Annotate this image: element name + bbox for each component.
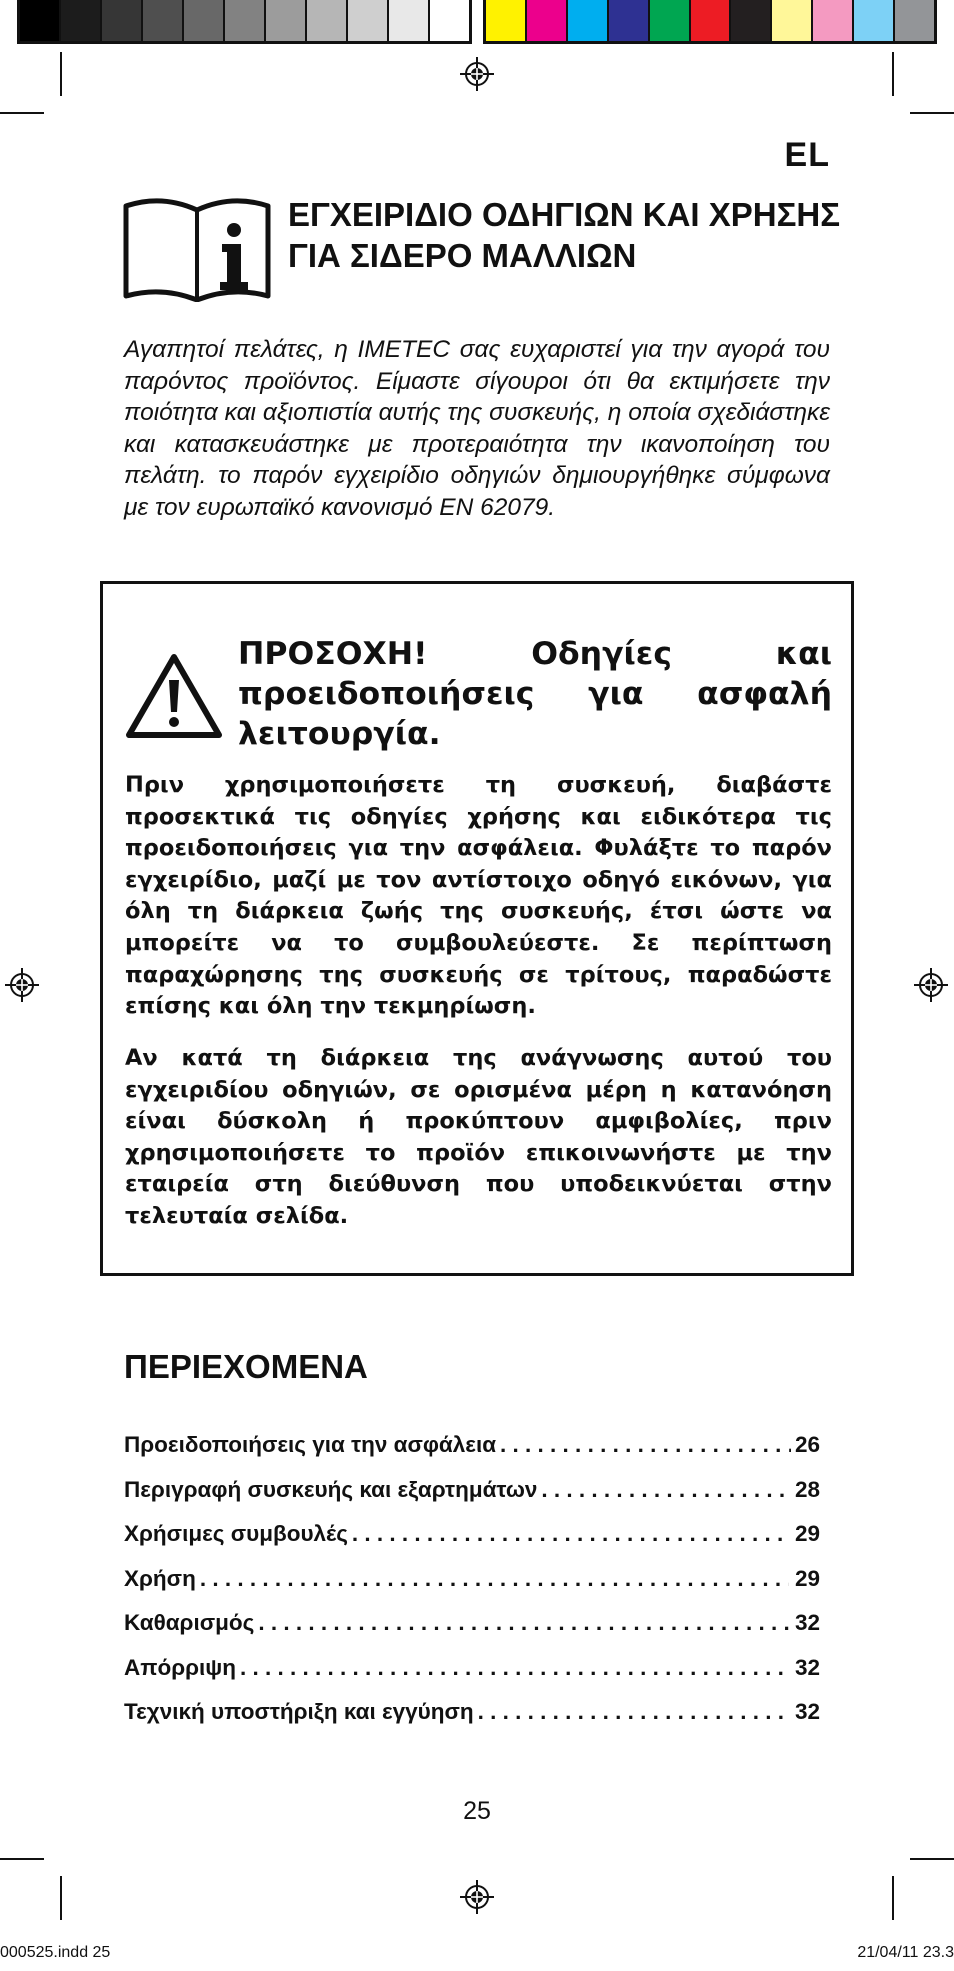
toc-entry-label: Απόρριψη xyxy=(124,1654,237,1680)
toc-leader-dots xyxy=(240,1655,791,1681)
toc-entry[interactable] xyxy=(124,1521,820,1566)
registration-mark-icon xyxy=(5,968,39,1002)
toc-entry-page: 29 xyxy=(794,1521,820,1546)
gray-swatch xyxy=(61,0,102,41)
toc-entry-label: Περιγραφή συσκευής και εξαρτημάτων xyxy=(124,1476,538,1502)
gray-swatch xyxy=(225,0,266,41)
toc-leader-dots xyxy=(500,1432,791,1458)
toc-entry[interactable] xyxy=(124,1699,820,1744)
crop-mark-top-left-horizontal xyxy=(0,112,44,114)
crop-mark-bottom-left-vertical xyxy=(60,1876,62,1920)
toc-leader-dots xyxy=(352,1521,791,1547)
toc-leader-dots xyxy=(541,1477,791,1503)
color-swatch xyxy=(609,0,650,41)
table-of-contents xyxy=(124,1432,820,1744)
crop-mark-bottom-left-horizontal xyxy=(0,1858,44,1860)
color-swatch xyxy=(691,0,732,41)
toc-entry-page: 28 xyxy=(794,1476,820,1502)
toc-entry-label: Χρήσιμες συμβουλές xyxy=(124,1521,348,1546)
color-swatch xyxy=(772,0,813,41)
gray-swatch xyxy=(143,0,184,41)
toc-leader-dots xyxy=(258,1610,791,1636)
warning-paragraph: Αν κατά τη διάρκεια της ανάγνωσης αυτού του εγχειριδίου οδηγιών, σε ορισμένα μέρη η κατανόηση είναι δύσκολη ή προκύπτουν αμφιβολίες, πριν χρησιμοποιήσετε το προϊόν επικοινωνήστε με την εταιρεία στη διεύθυνση που υποδεικνύεται στην τελευταία σελίδα. xyxy=(125,1045,832,1229)
crop-mark-top-right-vertical xyxy=(892,52,894,96)
gray-swatch xyxy=(307,0,348,41)
gray-swatch xyxy=(20,0,61,41)
warning-triangle-icon xyxy=(125,652,223,740)
toc-entry-page: 29 xyxy=(794,1565,820,1591)
grayscale-swatch-strip xyxy=(17,0,472,44)
toc-entry-page: 32 xyxy=(794,1654,820,1680)
color-swatch-strip xyxy=(483,0,937,44)
toc-leader-dots xyxy=(478,1699,791,1725)
color-calibration-bar xyxy=(0,0,954,44)
crop-mark-bottom-right-vertical xyxy=(892,1876,894,1920)
color-swatch xyxy=(568,0,609,41)
color-swatch xyxy=(731,0,772,41)
color-swatch xyxy=(854,0,895,41)
toc-leader-dots xyxy=(200,1566,789,1592)
toc-title: ΠΕΡΙΕΧΟΜΕΝΑ xyxy=(124,1348,368,1385)
gray-swatch xyxy=(102,0,143,41)
toc-entry-label: Χρήση xyxy=(124,1565,196,1591)
toc-entry-label: Καθαρισμός xyxy=(124,1610,255,1635)
gray-swatch xyxy=(389,0,430,41)
toc-entry[interactable] xyxy=(124,1610,820,1655)
language-code: EL xyxy=(784,136,830,174)
color-swatch xyxy=(895,0,934,41)
crop-mark-bottom-right-horizontal xyxy=(910,1858,954,1860)
color-swatch xyxy=(486,0,527,41)
crop-mark-top-right-horizontal xyxy=(910,112,954,114)
registration-mark-icon xyxy=(460,57,494,91)
safety-warning-box xyxy=(100,581,854,1276)
toc-entry-page: 32 xyxy=(794,1699,820,1724)
toc-entry[interactable] xyxy=(124,1566,820,1611)
registration-mark-icon xyxy=(914,968,948,1002)
print-slug-filename: 000525.indd 25 xyxy=(0,1944,111,1961)
document-title: ΕΓΧΕΙΡΙΔΙΟ ΟΔΗΓΙΩΝ ΚΑΙ ΧΡΗΣΗΣ ΓΙΑ ΣΙΔΕΡΟ ΜΑΛΛΙΩΝ xyxy=(288,196,841,274)
warning-paragraph: Πριν χρησιμοποιήσετε τη συσκευή, διαβάστε προσεκτικά τις οδηγίες χρήσης και ειδικότερα τις προειδοποιήσεις για την ασφάλεια. Φυλάξτε το παρόν εγχειρίδιο, μαζί με τον αντίστοιχο οδηγό εικόνων, για όλη τη διάρκεια ζωής της συσκευής, έτσι ώστε να μπορείτε να το συμβουλεύεστε. Σε περίπτωση παραχώρησης της συσκευής σε τρίτους, παραδώστε επίσης και όλη την τεκμηρίωση. xyxy=(125,772,832,1020)
warning-title: ΠΡΟΣΟΧΗ! Οδηγίες και προειδοποιήσεις για ασφαλή λειτουργία. xyxy=(238,636,832,752)
toc-entry-page: 32 xyxy=(794,1610,820,1635)
print-slug-date: 21/04/11 23.3 xyxy=(857,1944,954,1961)
toc-entry-page: 26 xyxy=(794,1432,820,1457)
page-number: 25 xyxy=(463,1797,491,1825)
toc-entry-label: Προειδοποιήσεις για την ασφάλεια xyxy=(124,1432,497,1457)
manual-info-icon xyxy=(122,196,272,302)
toc-entry[interactable] xyxy=(124,1477,820,1522)
color-swatch xyxy=(527,0,568,41)
gray-swatch xyxy=(348,0,389,41)
toc-entry-label: Τεχνική υποστήριξη και εγγύηση xyxy=(124,1699,474,1724)
registration-mark-icon xyxy=(460,1880,494,1914)
crop-mark-top-left-vertical xyxy=(60,52,62,96)
color-swatch xyxy=(813,0,854,41)
gray-swatch xyxy=(430,0,469,41)
gray-swatch xyxy=(266,0,307,41)
gray-swatch xyxy=(184,0,225,41)
intro-paragraph: Αγαπητοί πελάτες, η IMETEC σας ευχαριστεί για την αγορά του παρόντος προϊόντος. Είμαστε σίγουροι ότι θα εκτιμήσετε την ποιότητα και αξιοπιστία αυτής της συσκευής, η οποία σχεδιάστηκε και κατασκευάστηκε με προτεραιότητα την ικανοποίηση του πελάτη. το παρόν εγχειρίδιο οδηγιών δημιουργήθηκε σύμφωνα με τον ευρωπαϊκό κανονισμό EN 62079. xyxy=(124,336,830,521)
toc-entry[interactable] xyxy=(124,1655,820,1700)
toc-entry[interactable] xyxy=(124,1432,820,1477)
color-swatch xyxy=(650,0,691,41)
